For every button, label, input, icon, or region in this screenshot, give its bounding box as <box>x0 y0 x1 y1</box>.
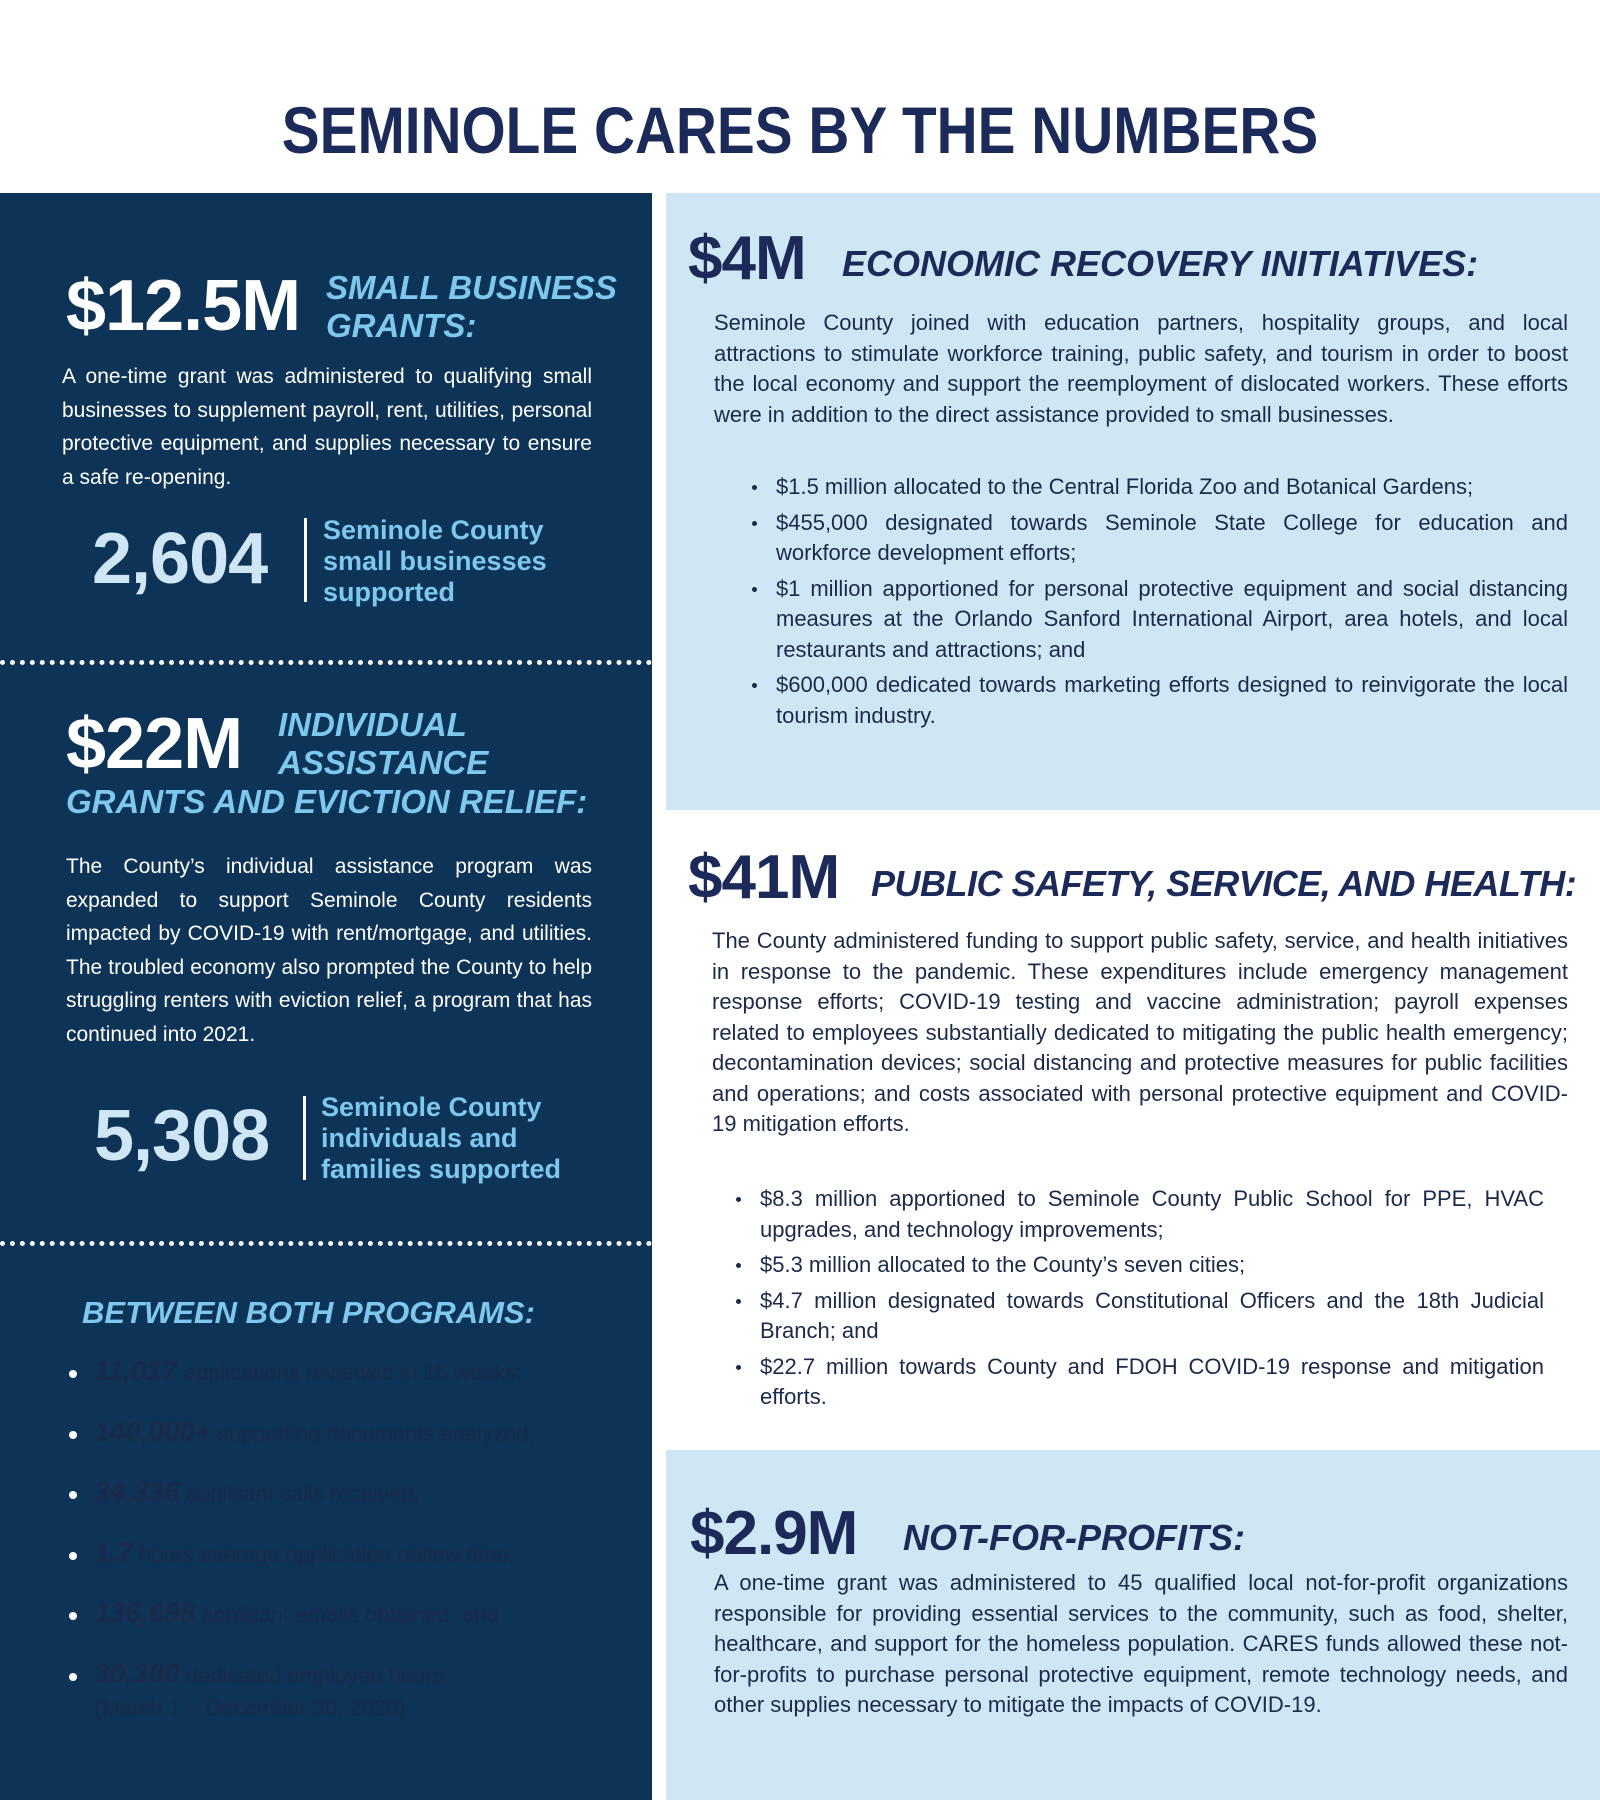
list-item-text: applicant calls received; <box>179 1481 420 1506</box>
list-item-text: applications reviewed in 15 weeks; <box>177 1360 523 1385</box>
nonprofits-amount: $2.9M <box>690 1499 858 1568</box>
not-for-profits-panel <box>666 1450 1600 1800</box>
small-business-stat-label-2: small businesses <box>323 546 547 576</box>
individual-stat-number: 5,308 <box>94 1096 270 1176</box>
small-business-stat-label-1: Seminole County <box>323 515 544 545</box>
list-item-number: 34,336 <box>94 1476 180 1507</box>
individual-stat-label-1: Seminole County <box>321 1092 542 1122</box>
small-business-stat-label-3: supported <box>323 577 455 607</box>
list-item: $4.7 million designated towards Constitutional Officers and the 18th Judicial Branch; and <box>734 1286 1544 1347</box>
list-item <box>66 1658 636 1719</box>
economic-amount: $4M <box>688 224 806 293</box>
small-business-stat-number: 2,604 <box>92 519 268 599</box>
individual-body: The County’s individual assistance program was expanded to support Seminole County residents impacted by COVID-19 with rent/mortgage, and utilities. The troubled economy also prompted the County to help struggling renters with eviction relief, a program that has continued into 2021. <box>66 855 592 1046</box>
list-item: $22.7 million towards County and FDOH COVID-19 response and mitigation efforts. <box>734 1352 1544 1413</box>
list-item-number: 136,698 <box>94 1597 196 1628</box>
dotted-divider <box>0 660 652 665</box>
nonprofits-body: A one-time grant was administered to 45 qualified local not-for-profit organizations responsible for providing essential services to the community, such as food, shelter, healthcare, and support for the homeless population. CARES funds allowed these not-for-profits to purchase personal protective equipment, remote technology needs, and other supplies necessary to mitigate the impacts of COVID-19. <box>714 1570 1568 1717</box>
list-item <box>66 1537 636 1598</box>
list-item <box>66 1597 636 1658</box>
list-item-number: 30,300 <box>94 1657 180 1689</box>
small-business-body: A one-time grant was administered to qualifying small businesses to supplement payroll, rent, utilities, personal protective equipment, and supplies necessary to ensure a safe re-opening. <box>62 365 592 489</box>
individual-amount: $22M <box>66 704 243 784</box>
economic-body: Seminole County joined with education partners, hospitality groups, and local attractions to stimulate workforce training, public safety, and tourism in order to boost the local economy and support the reemployment of dislocated workers. These efforts were in addition to the direct assistance provided to small businesses. <box>714 310 1568 427</box>
list-item-text: supporting documents analyzed; <box>211 1420 535 1446</box>
list-item <box>66 1416 636 1477</box>
nonprofits-heading: NOT-FOR-PROFITS: <box>903 1517 1245 1558</box>
individual-heading-3: GRANTS AND EVICTION RELIEF: <box>66 783 588 820</box>
public-safety-bullets <box>734 1184 1544 1418</box>
list-item: $8.3 million apportioned to Seminole County Public School for PPE, HVAC upgrades, and technology improvements; <box>734 1184 1544 1245</box>
public-safety-heading: PUBLIC SAFETY, SERVICE, AND HEALTH: <box>871 863 1577 904</box>
individual-stat-label-2: individuals and <box>321 1123 518 1153</box>
stat-divider <box>304 518 307 602</box>
individual-stat-label-3: families supported <box>321 1154 562 1184</box>
list-item <box>66 1476 636 1537</box>
list-item: $1 million apportioned for personal protective equipment and social distancing measures at the Orlando Sanford International Airport, area hotels, and local restaurants and attractions; and <box>750 574 1568 666</box>
individual-heading-1: INDIVIDUAL <box>278 706 467 743</box>
page-title: SEMINOLE CARES BY THE NUMBERS <box>281 93 1319 167</box>
public-safety-panel <box>666 810 1600 1450</box>
list-item: $5.3 million allocated to the County’s seven cities; <box>734 1250 1544 1281</box>
individual-heading-2: ASSISTANCE <box>278 744 489 781</box>
between-both-list <box>66 1355 636 1718</box>
stat-divider <box>303 1096 306 1180</box>
small-business-heading-1: SMALL BUSINESS <box>326 269 617 306</box>
economic-heading: ECONOMIC RECOVERY INITIATIVES: <box>842 243 1479 284</box>
public-safety-amount: $41M <box>688 843 840 912</box>
list-item-text: dedicated employee hours <box>179 1662 444 1688</box>
list-item-number: 11,017 <box>94 1355 178 1386</box>
list-item-text: hours average application review time; <box>132 1541 515 1567</box>
list-item-subtext: (March 1 – December 30, 2020). <box>94 1694 412 1720</box>
list-item: $455,000 designated towards Seminole State College for education and workforce development efforts; <box>750 508 1568 569</box>
economic-bullets <box>750 472 1568 736</box>
list-item-number: 1.7 <box>94 1536 133 1568</box>
list-item <box>66 1355 636 1416</box>
economic-recovery-panel <box>666 193 1600 810</box>
list-item: $600,000 dedicated towards marketing efforts designed to reinvigorate the local tourism industry. <box>750 670 1568 731</box>
public-safety-body: The County administered funding to support public safety, service, and health initiatives in response to the pandemic. These expenditures include emergency management response efforts; COVID-19 testing and vaccine administration; payroll expenses related to employees substantially dedicated to mitigating the public health emergency; decontamination devices; social distancing and protective measures for public facilities and operations; and costs associated with personal protective equipment and COVID-19 mitigation efforts. <box>712 928 1568 1136</box>
list-item-number: 140,000+ <box>94 1415 212 1447</box>
small-business-amount: $12.5M <box>66 266 301 346</box>
list-item-text: applicant emails obtained; and <box>195 1602 499 1627</box>
small-business-heading-2: GRANTS: <box>326 307 477 344</box>
list-item: $1.5 million allocated to the Central Florida Zoo and Botanical Gardens; <box>750 472 1568 503</box>
dotted-divider <box>0 1241 652 1246</box>
between-both-heading: BETWEEN BOTH PROGRAMS: <box>82 1295 535 1330</box>
